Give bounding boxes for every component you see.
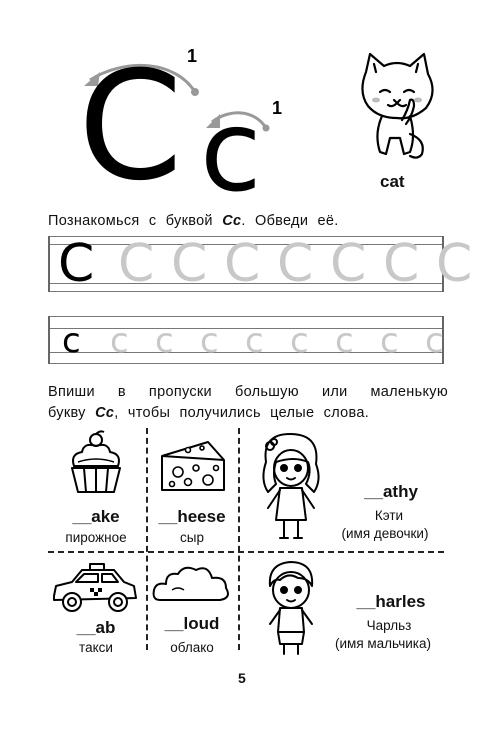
- trace-letter-lowercase: c: [245, 321, 264, 361]
- label-cab: такси: [79, 640, 113, 655]
- cloud-icon: [150, 562, 232, 608]
- trace-letter-uppercase: C: [383, 234, 420, 294]
- grid-divider: [238, 428, 240, 650]
- label-charles: Чарльз: [366, 618, 412, 633]
- trace-letter-lowercase: c: [155, 321, 174, 361]
- instruction-fill-in: [48, 382, 448, 424]
- trace-letter-uppercase: C: [224, 234, 261, 294]
- taxi-icon: [50, 562, 138, 614]
- instruction2-before: букву: [48, 405, 86, 421]
- label-cloud: облако: [170, 640, 214, 655]
- big-uppercase-letter: C: [78, 40, 183, 214]
- stroke-number-lower: 1: [272, 98, 283, 118]
- word-cloud[interactable]: __loud: [164, 614, 220, 633]
- instruction1-before: Познакомься с буквой: [48, 213, 213, 229]
- label-cake: пирожное: [65, 530, 127, 545]
- trace-letter-lowercase: c: [335, 321, 354, 361]
- instruction2-letters: Cc: [95, 405, 115, 421]
- word-charles[interactable]: __harles: [356, 592, 426, 611]
- trace-letter-uppercase: C: [277, 234, 314, 294]
- tracing-row-lowercase[interactable]: [48, 316, 444, 364]
- word-kathy[interactable]: __athy: [364, 482, 418, 501]
- label-cheese: сыр: [180, 530, 204, 545]
- trace-letter-uppercase: C: [171, 234, 208, 294]
- cupcake-icon: [64, 430, 128, 496]
- word-cake[interactable]: __ake: [72, 507, 120, 526]
- instruction1-after: . Обведи её.: [241, 213, 339, 229]
- label-kathy: Кэти: [374, 508, 404, 523]
- tracing-row-uppercase[interactable]: [48, 234, 473, 294]
- page-number: 5: [238, 670, 246, 686]
- instruction2-line1: Впиши в пропуски большую или маленькую: [48, 384, 448, 400]
- trace-letter-lowercase: c: [110, 321, 129, 361]
- instruction1-letters: Cc: [222, 213, 242, 229]
- big-lowercase-letter: c: [200, 87, 262, 217]
- trace-letter-lowercase: c: [290, 321, 309, 361]
- stroke-number-upper: 1: [187, 46, 198, 66]
- grid-divider: [48, 551, 444, 553]
- cat-icon: [352, 50, 442, 170]
- trace-letter-lowercase: c: [380, 321, 399, 361]
- instruction2-after: , чтобы получились целые слова.: [114, 405, 370, 421]
- girl-icon: [254, 428, 328, 546]
- cheese-icon: [158, 438, 228, 496]
- trace-letter-uppercase: C: [330, 234, 367, 294]
- boy-icon: [258, 558, 324, 658]
- label-kathy-note: (имя девочки): [341, 526, 429, 541]
- trace-letter-sample: C: [58, 234, 95, 294]
- trace-letter-lowercase: c: [425, 321, 444, 361]
- word-cab[interactable]: __ab: [76, 618, 116, 637]
- picture-word-cat: cat: [380, 172, 405, 191]
- trace-letter-uppercase: C: [436, 234, 473, 294]
- instruction-meet-letter: [48, 213, 339, 229]
- trace-letter-lowercase: c: [200, 321, 219, 361]
- word-cheese[interactable]: __heese: [158, 507, 226, 526]
- trace-letter-sample-lower: c: [62, 321, 81, 361]
- trace-letter-uppercase: C: [118, 234, 155, 294]
- label-charles-note: (имя мальчика): [335, 636, 431, 651]
